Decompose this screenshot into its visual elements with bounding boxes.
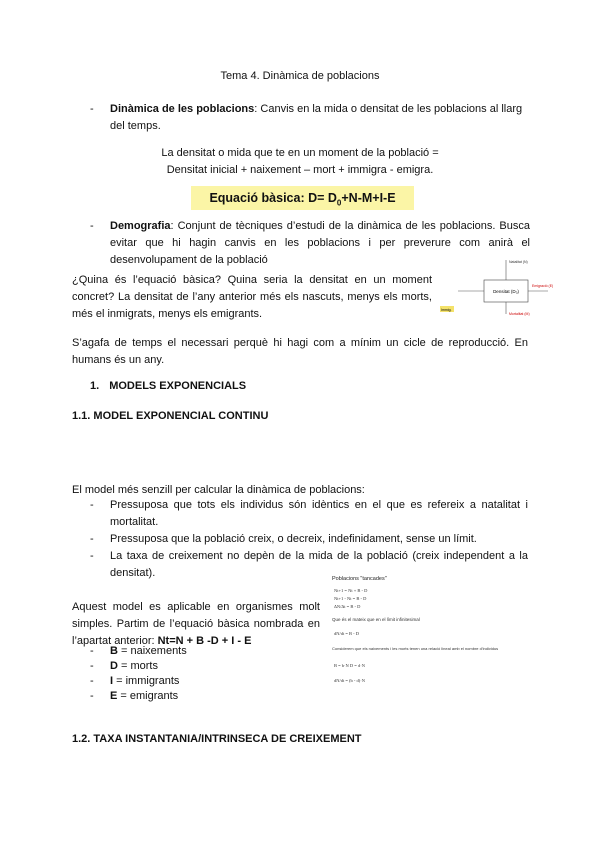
note-line: Poblacions "tancades" [332,576,387,582]
bullet-demografia: - Demografia: Conjunt de tècniques d’estudi de la dinàmica de les poblacions. Busca evitar que hi hagin canvis en les poblacions i per preverure com anirà el desenvolupament de la població [90,220,530,266]
heading-1: 1. MODELS EXPONENCIALS [90,380,247,392]
paragraph-simple-model: El model més senzill per calcular la dinàmica de poblacions: [72,484,365,496]
list-item: - Pressuposa que la població creix, o decreix, indefinidament, sense un límit. [90,533,477,545]
note-line: dN/dt = (b - d)·N [334,678,366,683]
note-line: B = b·N D = d·N [334,663,365,668]
population-flow-diagram [436,256,556,318]
definition-line-1: La densitat o mida que te en un moment de la població = [161,147,439,159]
basic-equation-highlight: Equació bàsica: $D= D_0+N-M+I-E$ [191,186,414,210]
variable-item: - B = naixements [90,645,187,657]
mortality-label: Mortalitat (M) [509,312,530,316]
variable-item: - E = emigrants [90,690,179,702]
note-line: Considerem que els naixements i les morts tenen una relació lineal amb el nombre d'individus [332,646,499,651]
term-dinamica: Dinàmica de les poblacions [110,103,255,115]
variable-item: - I = immigrants [90,675,180,687]
bullet-dinamica: - Dinàmica de les poblacions: Canvis en la mida o densitat de les poblacions al llarg del temps. [90,103,523,132]
page-title: Tema 4. Dinàmica de poblacions [220,70,380,82]
note-line: Nt+1 - Nt = B - D [334,596,367,601]
paragraph-model-application: Aquest model es aplicable en organismes molt simples. Partim de l’equació bàsica nombrada en l’apartat anterior: Nt=N + B -D + I - E [72,601,320,647]
note-line: Que és el mateix que en el límit infinitesimal [332,617,420,622]
note-line: ΔN/Δt = B - D [334,604,361,609]
note-line: dN/dt = B - D [334,631,360,636]
list-item: - La taxa de creixement no depèn de la mida de la població (creix independent a la densitat). [90,550,528,579]
closed-population-notes-figure [328,572,534,688]
paragraph-question: ¿Quina és l’equació bàsica? Quina seria la densitat en un moment concret? La densitat de l’any anterior més els nascuts, menys els morts, més el inmigrats, menys els emigrants. [72,274,432,320]
immigration-label: Immig. [441,308,452,312]
natality-label: Natalitat (N) [509,260,528,264]
emigration-label: Emigració (E) [532,284,554,288]
paragraph-time: S’agafa de temps el necessari perquè hi hagi com a mínim un cicle de reproducció. En humans és un any. [72,337,528,366]
definition-line-2: Densitat inicial + naixement – mort + immigra - emigra. [166,164,434,176]
model-equation: Nt=N + B -D + I - E [157,635,252,647]
term-demografia: Demografia [110,220,171,232]
heading-1-1: 1.1. MODEL EXPONENCIAL CONTINU [72,410,269,422]
variable-item: - D = morts [90,660,158,672]
density-label: Densitat (D₀) [493,289,519,294]
note-line: Nt+1 = Nt + B - D [334,588,368,593]
heading-1-2: 1.2. TAXA INSTANTANIA/INTRINSECA DE CREIXEMENT [72,733,362,745]
list-item: - Pressuposa que tots els individus són idèntics en el que es refereix a natalitat i mortalitat. [90,499,528,528]
